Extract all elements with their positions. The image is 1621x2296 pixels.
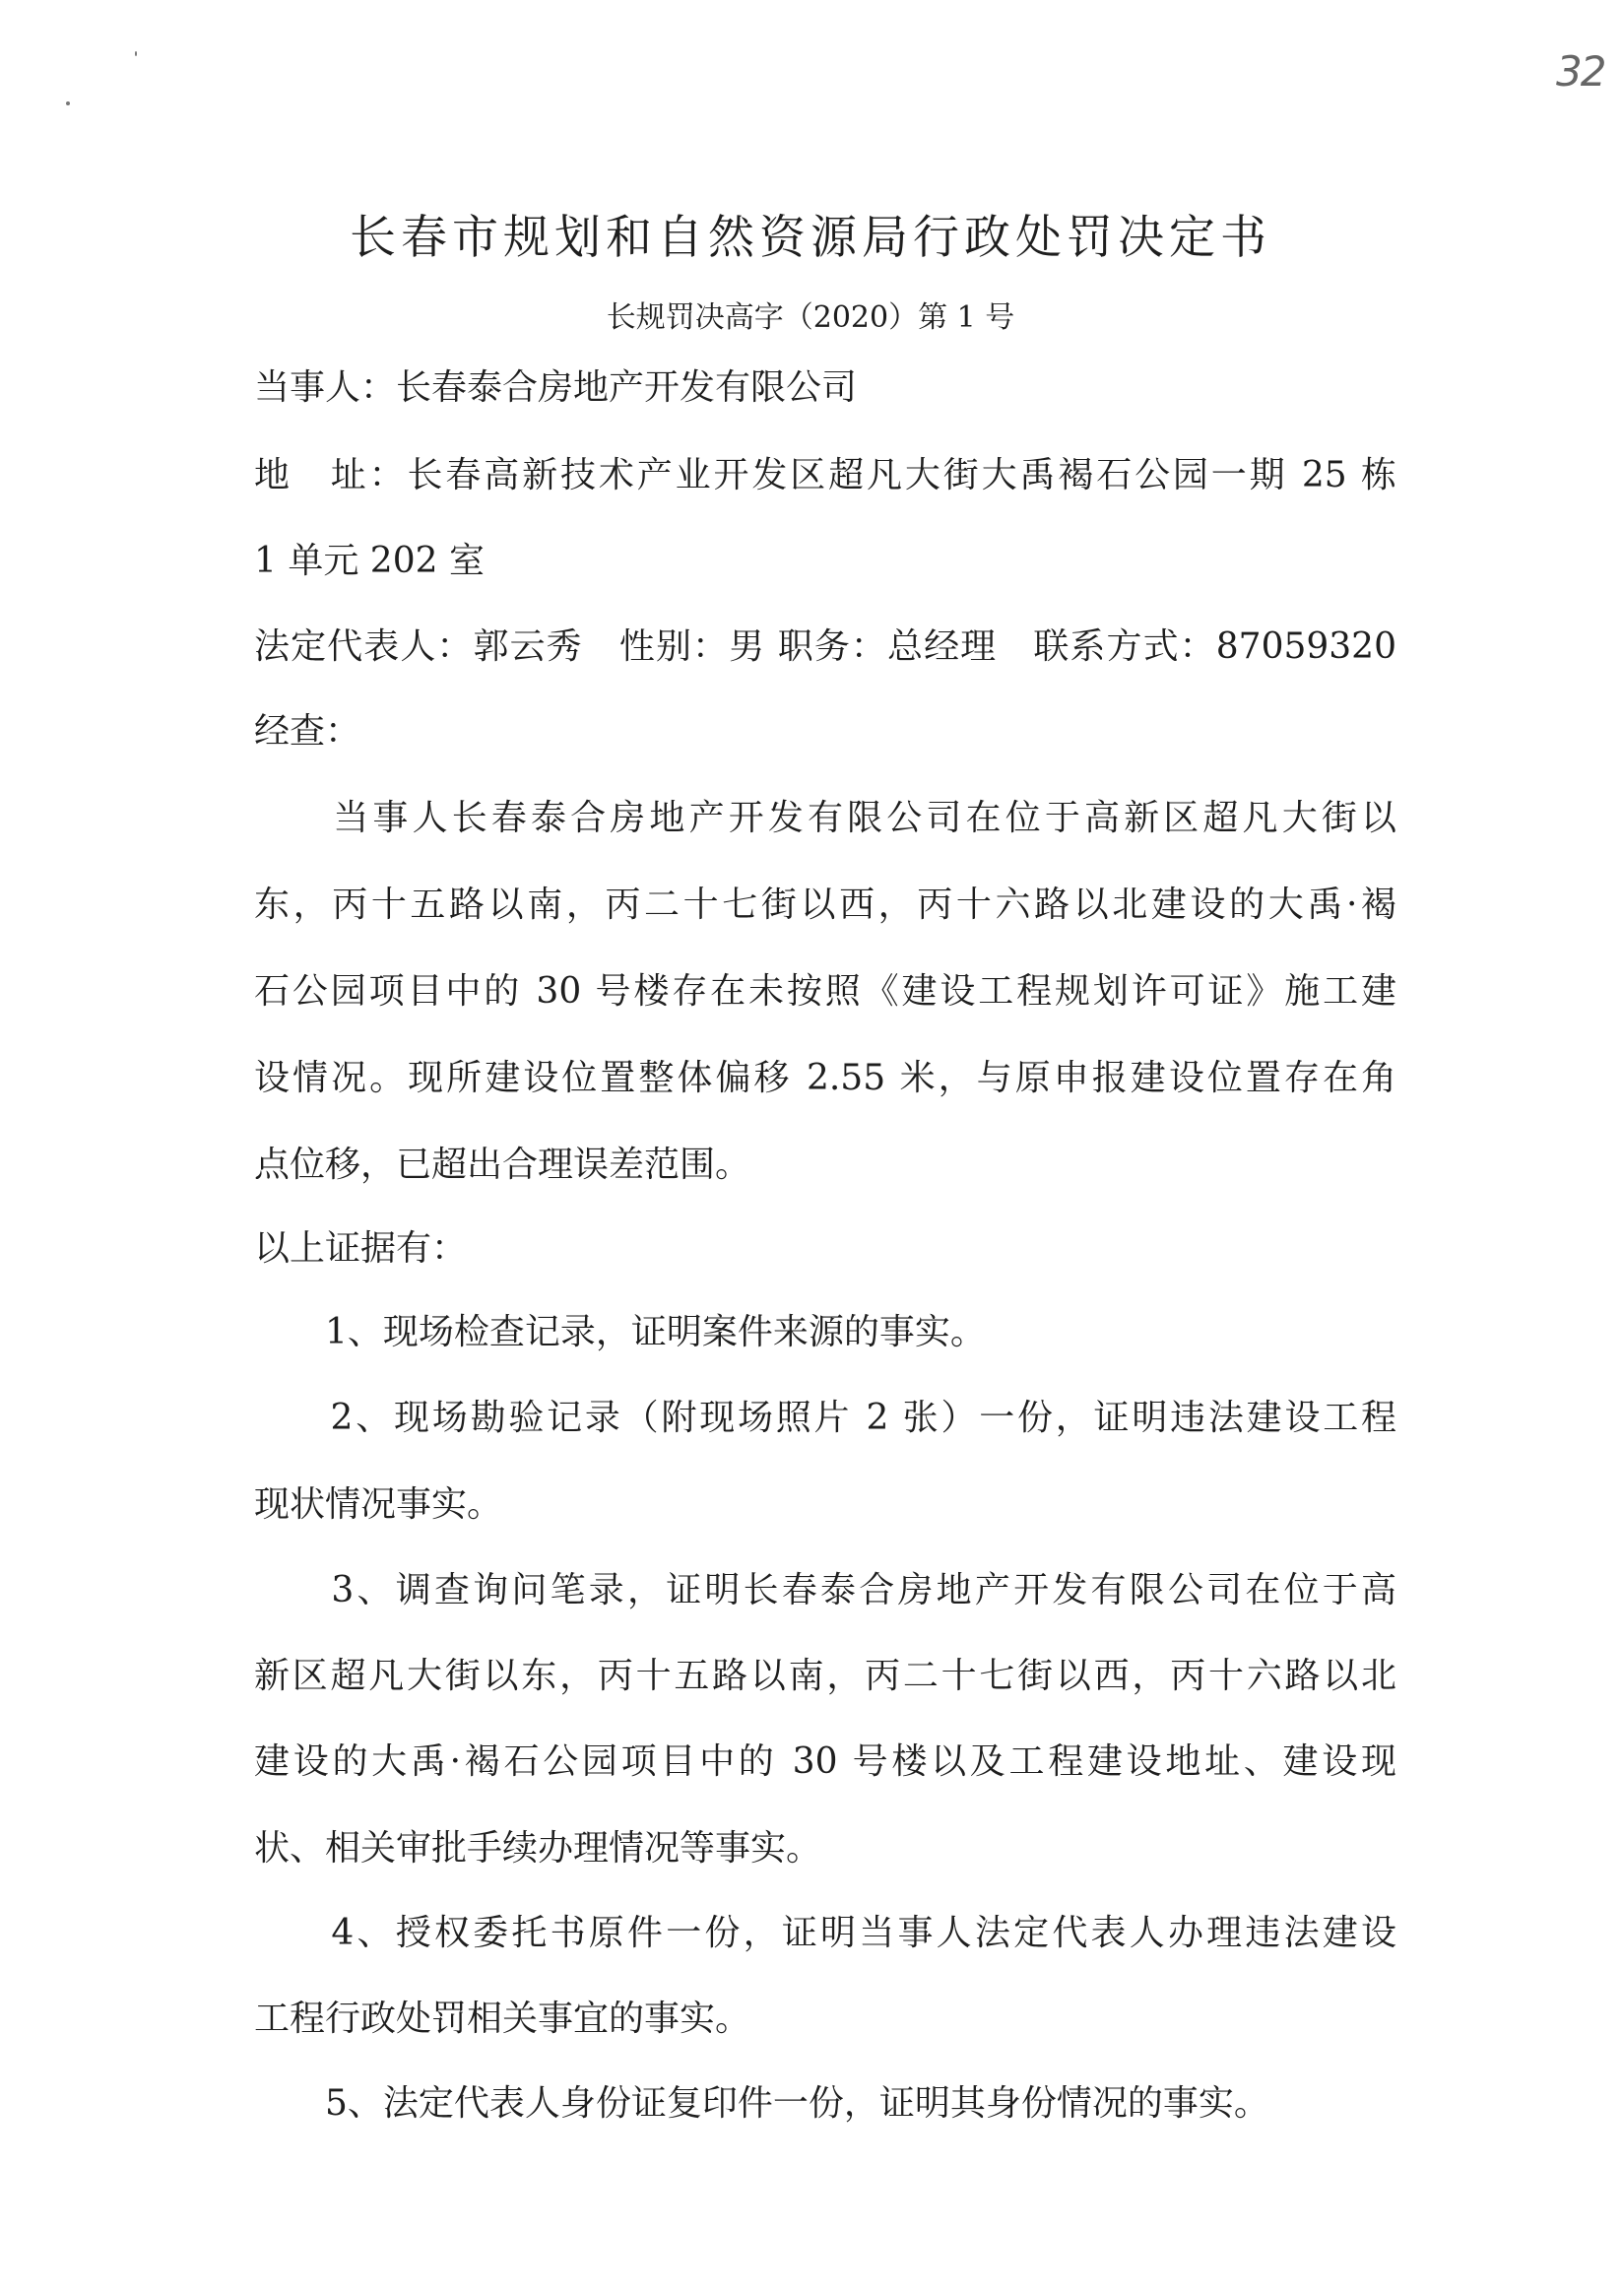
- address-continuation-line: 1 单元 202 室: [254, 541, 485, 581]
- findings-line: 点位移，已超出合理误差范围。: [254, 1145, 751, 1185]
- address-line: 地 址：长春高新技术产业开发区超凡大街大禹褐石公园一期 25 栋: [254, 455, 1396, 495]
- scan-speck: [135, 51, 137, 56]
- evidence-item: 3、调查询问笔录，证明长春泰合房地产开发有限公司在位于高: [254, 1570, 1396, 1610]
- document-title: 长春市规划和自然资源局行政处罚决定书: [350, 211, 1271, 265]
- evidence-item-continuation: 新区超凡大街以东，丙十五路以南，丙二十七街以西，丙十六路以北: [254, 1656, 1396, 1696]
- document-number: 长规罚决高字（2020）第 1 号: [606, 300, 1015, 335]
- evidence-item: 2、现场勘验记录（附现场照片 2 张）一份，证明违法建设工程: [254, 1398, 1396, 1438]
- findings-line: 石公园项目中的 30 号楼存在未按照《建设工程规划许可证》施工建: [254, 971, 1396, 1012]
- handwritten-page-number: 32: [1556, 47, 1605, 96]
- investigation-heading: 经查：: [254, 711, 361, 752]
- evidence-item-continuation: 建设的大禹·褐石公园项目中的 30 号楼以及工程建设地址、建设现: [254, 1741, 1396, 1782]
- legal-representative-line: 法定代表人：郭云秀 性别：男 职务：总经理 联系方式：87059320: [254, 626, 1396, 667]
- party-line: 当事人：长春泰合房地产开发有限公司: [254, 367, 858, 408]
- evidence-item-continuation: 现状情况事实。: [254, 1484, 503, 1525]
- evidence-item-continuation: 状、相关审批手续办理情况等事实。: [254, 1828, 822, 1869]
- findings-line: 东，丙十五路以南，丙二十七街以西，丙十六路以北建设的大禹·褐: [254, 885, 1396, 925]
- evidence-item: 5、法定代表人身份证复印件一份，证明其身份情况的事实。: [254, 2083, 1269, 2124]
- evidence-heading: 以上证据有：: [254, 1228, 468, 1269]
- evidence-item-continuation: 工程行政处罚相关事宜的事实。: [254, 1999, 751, 2039]
- findings-line: 设情况。现所建设位置整体偏移 2.55 米，与原申报建设位置存在角: [254, 1058, 1396, 1098]
- scan-speck: [66, 101, 70, 105]
- evidence-item: 1、现场检查记录，证明案件来源的事实。: [254, 1312, 986, 1352]
- findings-line: 当事人长春泰合房地产开发有限公司在位于高新区超凡大街以: [254, 798, 1396, 838]
- evidence-item: 4、授权委托书原件一份，证明当事人法定代表人办理违法建设: [254, 1913, 1396, 1953]
